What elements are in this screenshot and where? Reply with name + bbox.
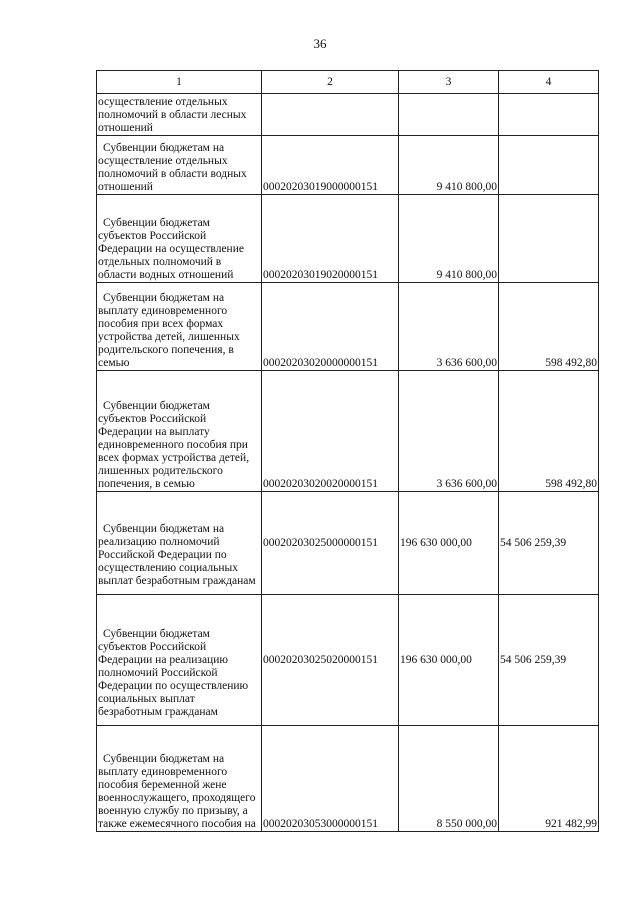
row-code: 00020203025020000151 bbox=[262, 595, 399, 726]
table-header-row bbox=[97, 71, 599, 94]
row-fact-amount: 921 482,99 bbox=[499, 726, 599, 832]
row-description bbox=[97, 94, 262, 136]
row-description bbox=[97, 136, 262, 195]
row-plan-amount: 9 410 800,00 bbox=[399, 136, 499, 195]
row-code: 00020203019000000151 bbox=[262, 136, 399, 195]
row-description-text: Субвенции бюджетам субъектов Российской Федерации на осуществление отдельных полномочий в области водных отношений bbox=[98, 217, 244, 281]
row-description bbox=[97, 371, 262, 492]
row-description-text: Субвенции бюджетам субъектов Российской Федерации на выплату единовременного пособия при всех формах устройства детей, лишенных родительского попечения, в семью bbox=[98, 400, 250, 490]
row-fact-amount: 54 506 259,39 bbox=[499, 595, 599, 726]
table-row bbox=[97, 136, 599, 195]
row-code: 00020203019020000151 bbox=[262, 195, 399, 283]
row-description-text: осуществление отдельных полномочий в области лесных отношений bbox=[98, 96, 247, 134]
table-row bbox=[97, 283, 599, 371]
row-description bbox=[97, 595, 262, 726]
row-description-text: Субвенции бюджетам на осуществление отдельных полномочий в области водных отношений bbox=[98, 142, 247, 193]
table-row bbox=[97, 371, 599, 492]
row-description bbox=[97, 726, 262, 832]
row-fact-amount bbox=[499, 136, 599, 195]
table-row bbox=[97, 94, 599, 136]
row-code bbox=[262, 94, 399, 136]
row-code: 00020203025000000151 bbox=[262, 492, 399, 595]
column-header-4: 4 bbox=[499, 71, 599, 94]
table-row bbox=[97, 595, 599, 726]
row-fact-amount: 54 506 259,39 bbox=[499, 492, 599, 595]
row-fact-amount bbox=[499, 195, 599, 283]
row-description-text: Субвенции бюджетам на реализацию полномочий Российской Федерации по осуществлению социальных выплат безработным гражданам bbox=[98, 523, 256, 587]
row-code: 00020203053000000151 bbox=[262, 726, 399, 832]
column-header-2: 2 bbox=[262, 71, 399, 94]
row-fact-amount: 598 492,80 bbox=[499, 283, 599, 371]
table-row bbox=[97, 195, 599, 283]
row-fact-amount bbox=[499, 94, 599, 136]
row-description-text: Субвенции бюджетам на выплату единовременного пособия беременной жене военнослужащего, проходящего военную службу по призыву, а также ежемесячного пособия на bbox=[98, 753, 256, 830]
row-plan-amount: 3 636 600,00 bbox=[399, 371, 499, 492]
row-plan-amount: 9 410 800,00 bbox=[399, 195, 499, 283]
column-header-3: 3 bbox=[399, 71, 499, 94]
row-code: 00020203020000000151 bbox=[262, 283, 399, 371]
row-description bbox=[97, 195, 262, 283]
row-plan-amount: 196 630 000,00 bbox=[399, 595, 499, 726]
column-header-1: 1 bbox=[97, 71, 262, 94]
row-description bbox=[97, 492, 262, 595]
table-row bbox=[97, 726, 599, 832]
row-plan-amount: 8 550 000,00 bbox=[399, 726, 499, 832]
row-description bbox=[97, 283, 262, 371]
table-row bbox=[97, 492, 599, 595]
row-code: 00020203020020000151 bbox=[262, 371, 399, 492]
row-description-text: Субвенции бюджетам на выплату единовременного пособия при всех формах устройства детей, лишенных родительского попечения, в семью bbox=[98, 292, 240, 369]
row-plan-amount: 3 636 600,00 bbox=[399, 283, 499, 371]
row-plan-amount bbox=[399, 94, 499, 136]
row-plan-amount: 196 630 000,00 bbox=[399, 492, 499, 595]
row-description-text: Субвенции бюджетам субъектов Российской Федерации на реализацию полномочий Российской Федерации по осуществлению социальных выплат безработным гражданам bbox=[98, 628, 249, 718]
row-fact-amount: 598 492,80 bbox=[499, 371, 599, 492]
budget-table bbox=[96, 70, 599, 832]
page-number: 36 bbox=[313, 36, 327, 51]
